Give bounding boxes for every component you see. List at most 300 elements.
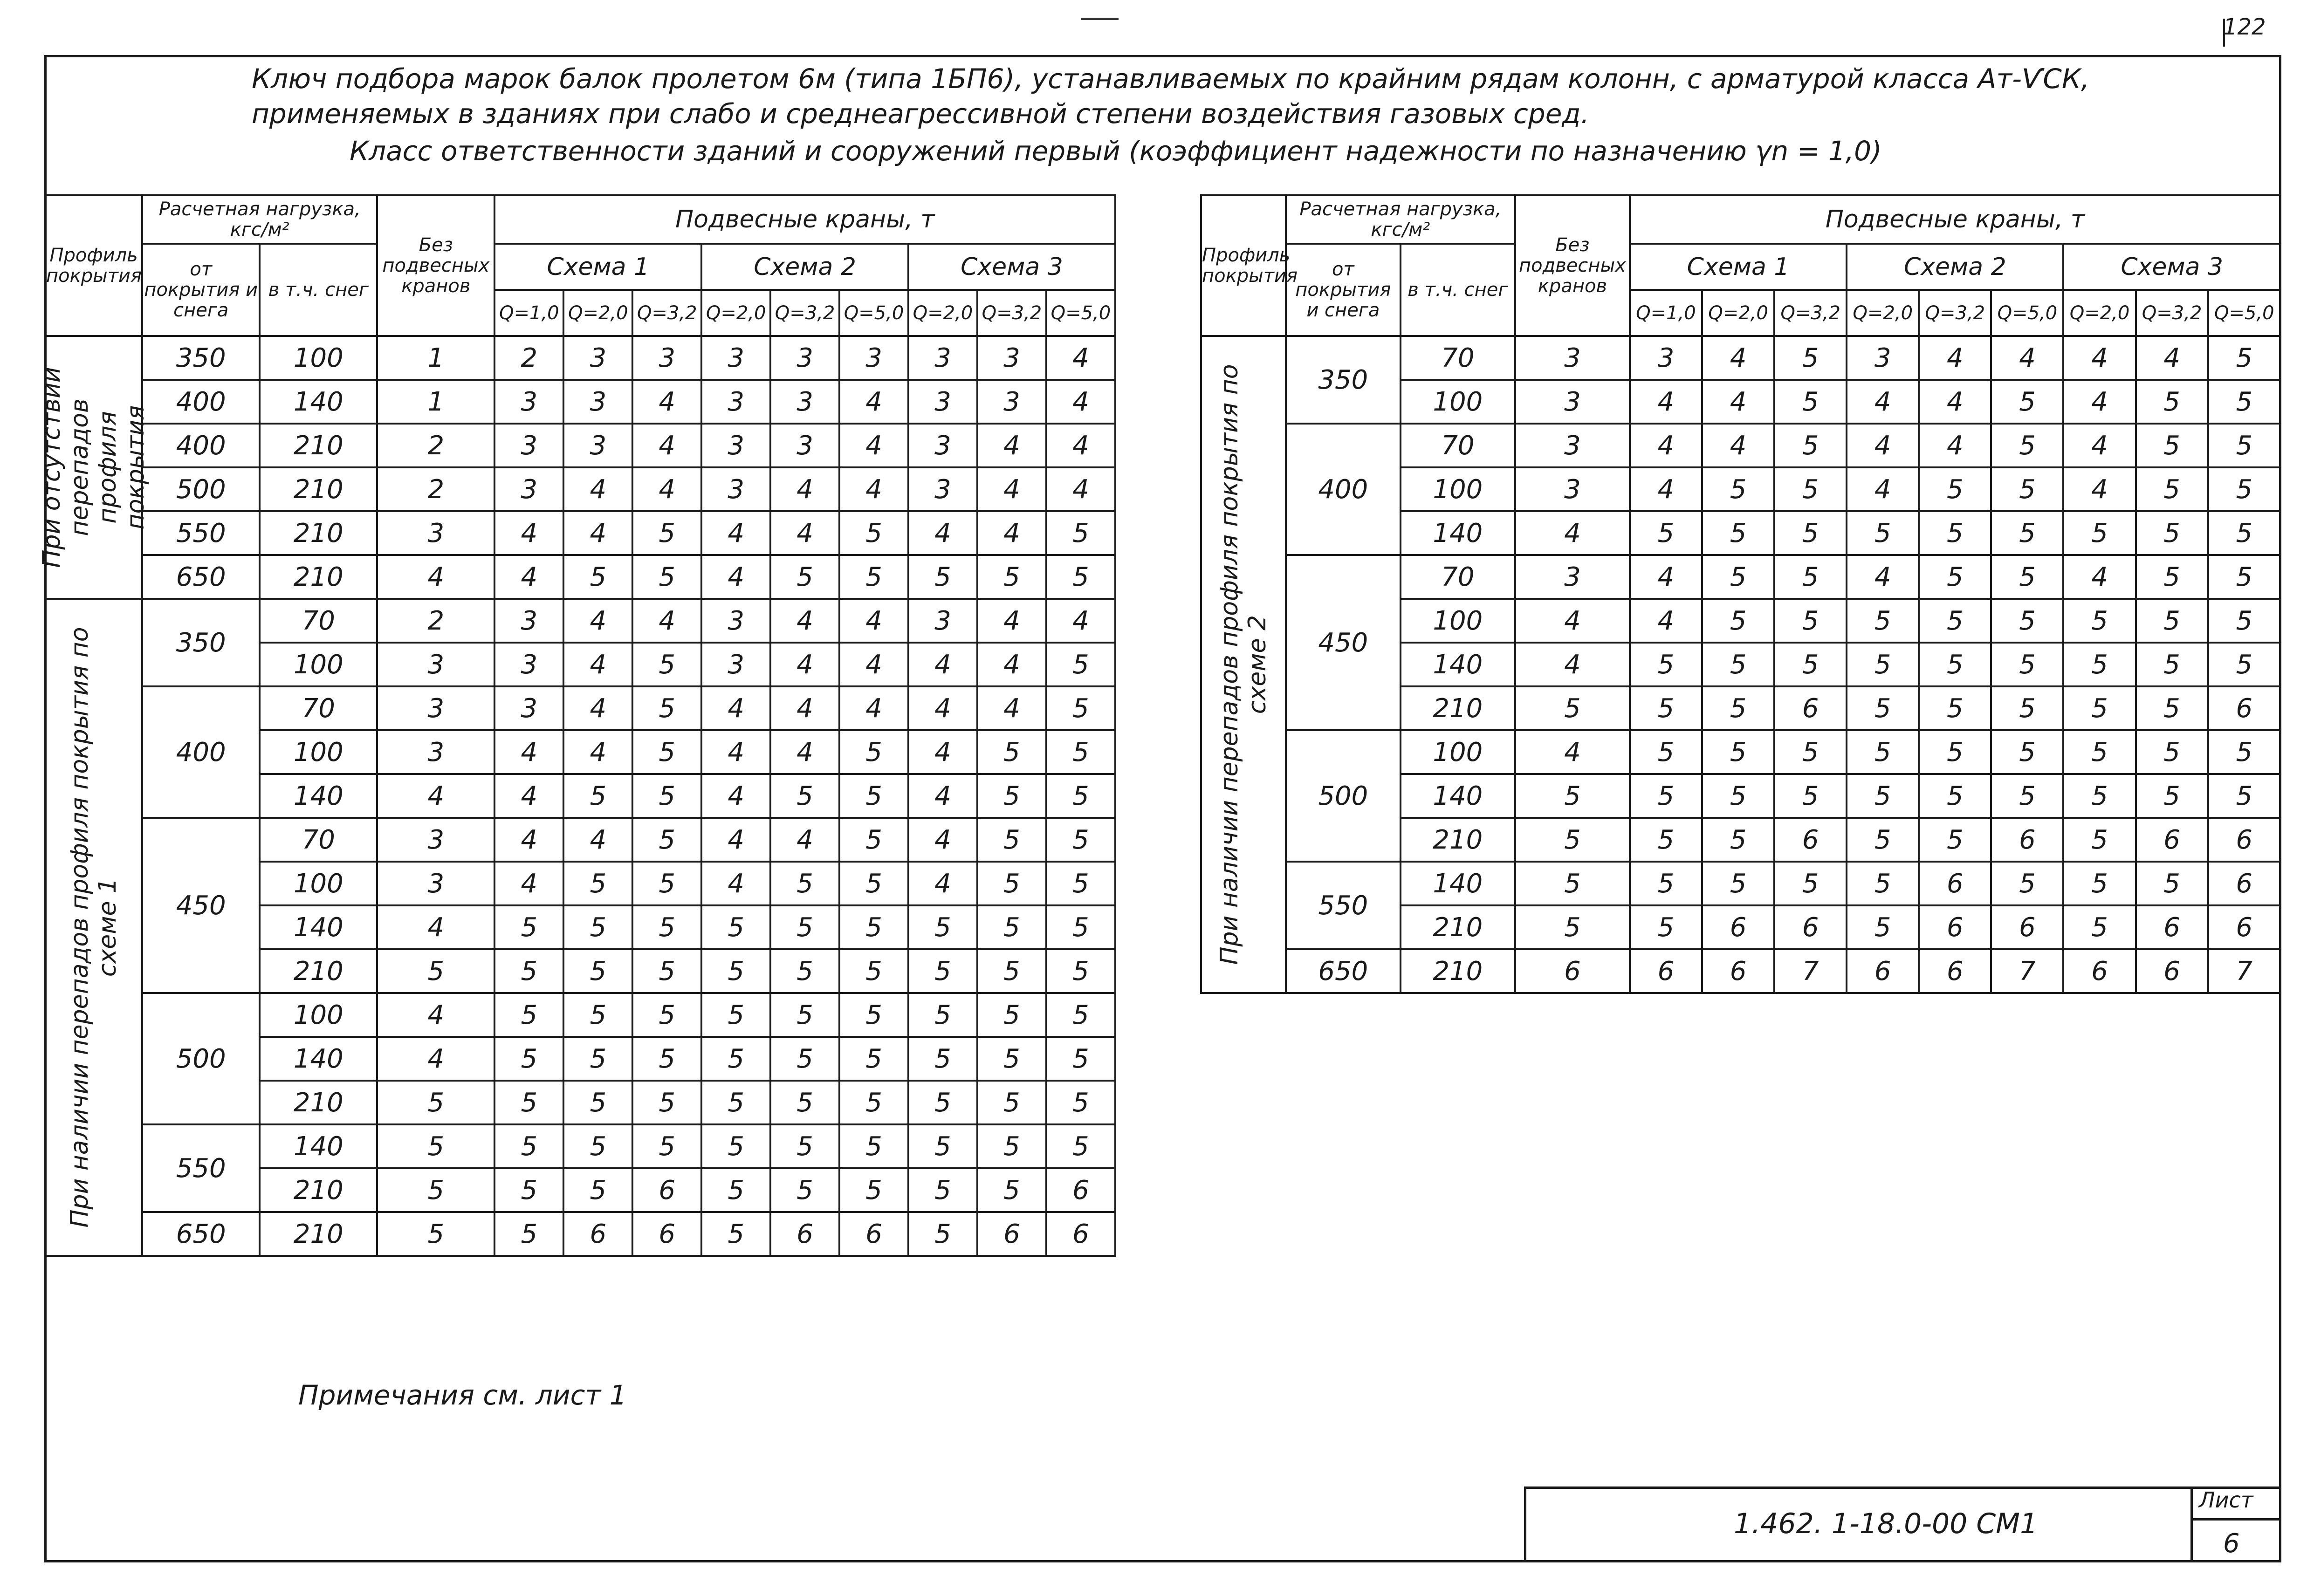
- crane-value: 5: [770, 555, 839, 599]
- no-cranes-value: 1: [377, 336, 494, 380]
- crane-value: 4: [1630, 599, 1702, 643]
- crane-value: 6: [1630, 949, 1702, 993]
- snow-value: 100: [260, 730, 377, 774]
- crane-value: 5: [1702, 862, 1774, 905]
- no-cranes-value: 3: [377, 862, 494, 905]
- crane-value: 3: [770, 380, 839, 424]
- crane-value: 5: [1919, 599, 1991, 643]
- crane-value: 5: [977, 1124, 1046, 1168]
- no-cranes-value: 4: [1515, 730, 1630, 774]
- crane-value: 5: [908, 993, 977, 1037]
- crane-value: 4: [839, 599, 908, 643]
- header-from-cover: от покрытия и снега: [142, 244, 260, 336]
- no-cranes-value: 5: [1515, 905, 1630, 949]
- crane-value: 4: [1991, 336, 2063, 380]
- crane-value: 3: [701, 467, 770, 511]
- header-q1-2: Q=3,2: [632, 290, 701, 336]
- no-cranes-value: 5: [1515, 774, 1630, 818]
- no-cranes-value: 1: [377, 380, 494, 424]
- load-value: 650: [142, 1212, 260, 1256]
- snow-value: 210: [260, 1081, 377, 1124]
- crane-value: 7: [2208, 949, 2280, 993]
- crane-value: 5: [839, 1081, 908, 1124]
- crane-value: 4: [563, 686, 632, 730]
- title-block-separator: [2190, 1486, 2193, 1562]
- crane-value: 5: [2136, 380, 2208, 424]
- crane-value: 4: [977, 599, 1046, 643]
- crane-value: 3: [908, 336, 977, 380]
- crane-value: 3: [1847, 336, 1919, 380]
- crane-value: 5: [1919, 686, 1991, 730]
- no-cranes-value: 5: [377, 1124, 494, 1168]
- crane-value: 4: [563, 467, 632, 511]
- header-q2-1: Q=3,2: [1919, 290, 1991, 336]
- no-cranes-value: 2: [377, 424, 494, 467]
- no-cranes-value: 5: [377, 1168, 494, 1212]
- no-cranes-value: 4: [377, 1037, 494, 1081]
- crane-value: 5: [563, 905, 632, 949]
- crane-value: 6: [1046, 1212, 1115, 1256]
- crane-value: 4: [701, 862, 770, 905]
- crane-value: 5: [1046, 949, 1115, 993]
- crane-value: 3: [908, 424, 977, 467]
- crane-value: 5: [1847, 774, 1919, 818]
- crane-value: 5: [2208, 555, 2280, 599]
- crane-value: 6: [1774, 905, 1847, 949]
- crane-value: 4: [1919, 380, 1991, 424]
- crane-value: 5: [1046, 511, 1115, 555]
- crane-value: 4: [1702, 336, 1774, 380]
- crane-value: 5: [494, 1081, 563, 1124]
- crane-value: 5: [494, 1124, 563, 1168]
- crane-value: 6: [2208, 686, 2280, 730]
- crane-value: 6: [563, 1212, 632, 1256]
- crane-value: 4: [908, 511, 977, 555]
- crane-value: 5: [1774, 467, 1847, 511]
- left-table: [38, 194, 1116, 1257]
- crane-value: 6: [1919, 905, 1991, 949]
- crane-value: 4: [1702, 424, 1774, 467]
- crane-value: 5: [1046, 686, 1115, 730]
- crane-value: 4: [632, 424, 701, 467]
- crane-value: 5: [1847, 730, 1919, 774]
- load-value: 350: [1286, 336, 1401, 424]
- crane-value: 3: [770, 424, 839, 467]
- no-cranes-value: 3: [377, 818, 494, 862]
- snow-value: 100: [260, 862, 377, 905]
- crane-value: 3: [494, 686, 563, 730]
- no-cranes-value: 4: [377, 555, 494, 599]
- crane-value: 5: [1774, 862, 1847, 905]
- crane-value: 5: [1630, 818, 1702, 862]
- crane-value: 5: [1774, 336, 1847, 380]
- crane-value: 4: [770, 818, 839, 862]
- crane-value: 5: [701, 949, 770, 993]
- crane-value: 5: [1991, 774, 2063, 818]
- crane-value: 5: [1774, 730, 1847, 774]
- crane-value: 5: [908, 949, 977, 993]
- crane-value: 5: [2136, 599, 2208, 643]
- crane-value: 3: [770, 336, 839, 380]
- crane-value: 4: [1046, 599, 1115, 643]
- crane-value: 5: [977, 993, 1046, 1037]
- crane-value: 5: [1991, 424, 2063, 467]
- crane-value: 5: [977, 949, 1046, 993]
- load-value: 500: [142, 467, 260, 511]
- load-value: 550: [142, 1124, 260, 1212]
- crane-value: 6: [1991, 905, 2063, 949]
- crane-value: 3: [632, 336, 701, 380]
- load-value: 400: [142, 686, 260, 818]
- crane-value: 4: [494, 818, 563, 862]
- crane-value: 5: [908, 905, 977, 949]
- crane-value: 5: [1847, 686, 1919, 730]
- crane-value: 4: [839, 686, 908, 730]
- crane-value: 6: [770, 1212, 839, 1256]
- crane-value: 5: [1774, 599, 1847, 643]
- snow-value: 210: [260, 1212, 377, 1256]
- crane-value: 4: [1630, 380, 1702, 424]
- crane-value: 5: [977, 862, 1046, 905]
- crane-value: 5: [839, 949, 908, 993]
- no-cranes-value: 4: [377, 905, 494, 949]
- crane-value: 5: [908, 555, 977, 599]
- table-row: [1201, 862, 2280, 905]
- crane-value: 3: [563, 380, 632, 424]
- snow-value: 210: [260, 1168, 377, 1212]
- crane-value: 5: [632, 686, 701, 730]
- crane-value: 4: [494, 555, 563, 599]
- load-value: 550: [142, 511, 260, 555]
- table-row: [45, 555, 1115, 599]
- crane-value: 5: [908, 1081, 977, 1124]
- crane-value: 5: [1847, 643, 1919, 686]
- crane-value: 5: [977, 730, 1046, 774]
- crane-value: 5: [2136, 774, 2208, 818]
- table-row: [1201, 730, 2280, 774]
- crane-value: 6: [1702, 905, 1774, 949]
- crane-value: 5: [494, 1212, 563, 1256]
- crane-value: 5: [839, 1037, 908, 1081]
- crane-value: 4: [770, 599, 839, 643]
- crane-value: 5: [977, 1081, 1046, 1124]
- header-q1-2: Q=3,2: [1774, 290, 1847, 336]
- crane-value: 5: [1991, 511, 2063, 555]
- crane-value: 5: [1046, 862, 1115, 905]
- crane-value: 4: [839, 467, 908, 511]
- crane-value: 5: [908, 1212, 977, 1256]
- crane-value: 5: [2208, 380, 2280, 424]
- no-cranes-value: 3: [1515, 380, 1630, 424]
- snow-value: 140: [1401, 643, 1515, 686]
- crane-value: 5: [701, 1081, 770, 1124]
- crane-value: 5: [2136, 555, 2208, 599]
- crane-value: 4: [977, 643, 1046, 686]
- crane-value: 4: [908, 862, 977, 905]
- no-cranes-value: 3: [377, 730, 494, 774]
- crane-value: 5: [1991, 686, 2063, 730]
- crane-value: 5: [2063, 818, 2135, 862]
- crane-value: 5: [1919, 467, 1991, 511]
- crane-value: 4: [701, 511, 770, 555]
- table-row: [45, 380, 1115, 424]
- crane-value: 4: [1847, 467, 1919, 511]
- snow-value: 210: [260, 511, 377, 555]
- crane-value: 5: [632, 993, 701, 1037]
- crane-value: 5: [2136, 511, 2208, 555]
- crane-value: 5: [1774, 774, 1847, 818]
- crane-value: 5: [1630, 905, 1702, 949]
- no-cranes-value: 3: [377, 686, 494, 730]
- header-load: Расчетная нагрузка, кгс/м²: [142, 195, 377, 244]
- crane-value: 5: [632, 949, 701, 993]
- crane-value: 5: [770, 949, 839, 993]
- crane-value: 5: [1991, 555, 2063, 599]
- group-label-scheme-2: [1201, 336, 1286, 993]
- crane-value: 4: [1046, 380, 1115, 424]
- crane-value: 4: [770, 686, 839, 730]
- crane-value: 6: [2063, 949, 2135, 993]
- header-q2-1: Q=3,2: [770, 290, 839, 336]
- no-cranes-value: 2: [377, 599, 494, 643]
- crane-value: 5: [2136, 686, 2208, 730]
- crane-value: 5: [2063, 599, 2135, 643]
- crane-value: 5: [770, 862, 839, 905]
- crane-value: 6: [1847, 949, 1919, 993]
- snow-value: 100: [260, 993, 377, 1037]
- crane-value: 4: [563, 643, 632, 686]
- table-row: [45, 1212, 1115, 1256]
- crane-value: 4: [494, 774, 563, 818]
- crane-value: 5: [1991, 643, 2063, 686]
- crane-value: 5: [2208, 511, 2280, 555]
- crane-value: 7: [1774, 949, 1847, 993]
- load-value: 650: [1286, 949, 1401, 993]
- crane-value: 5: [632, 1124, 701, 1168]
- crane-value: 3: [701, 380, 770, 424]
- crane-value: 5: [1046, 555, 1115, 599]
- crane-value: 4: [2063, 424, 2135, 467]
- crane-value: 6: [1919, 949, 1991, 993]
- snow-value: 70: [260, 818, 377, 862]
- crane-value: 2: [494, 336, 563, 380]
- crane-value: 4: [494, 730, 563, 774]
- crane-value: 3: [908, 380, 977, 424]
- crane-value: 6: [1774, 686, 1847, 730]
- crane-value: 4: [977, 467, 1046, 511]
- crane-value: 4: [2063, 336, 2135, 380]
- crane-value: 5: [977, 774, 1046, 818]
- no-cranes-value: 5: [377, 1081, 494, 1124]
- header-q2-2: Q=5,0: [1991, 290, 2063, 336]
- crane-value: 5: [1702, 818, 1774, 862]
- crane-value: 4: [977, 686, 1046, 730]
- crane-value: 3: [701, 424, 770, 467]
- crane-value: 5: [563, 555, 632, 599]
- crane-value: 5: [2136, 467, 2208, 511]
- no-cranes-value: 3: [1515, 467, 1630, 511]
- crane-value: 5: [839, 1124, 908, 1168]
- crane-value: 5: [563, 774, 632, 818]
- crane-value: 5: [2063, 643, 2135, 686]
- crane-value: 4: [1630, 555, 1702, 599]
- crane-value: 5: [494, 905, 563, 949]
- crane-value: 5: [908, 1124, 977, 1168]
- crane-value: 4: [770, 467, 839, 511]
- crane-value: 5: [1774, 643, 1847, 686]
- snow-value: 100: [1401, 730, 1515, 774]
- crane-value: 5: [770, 774, 839, 818]
- no-cranes-value: 3: [377, 511, 494, 555]
- crane-value: 5: [839, 905, 908, 949]
- crane-value: 4: [2136, 336, 2208, 380]
- right-table: [1200, 194, 2281, 994]
- load-value: 550: [1286, 862, 1401, 949]
- crane-value: 5: [1919, 555, 1991, 599]
- crane-value: 4: [1702, 380, 1774, 424]
- crane-value: 4: [1046, 467, 1115, 511]
- crane-value: 5: [2063, 686, 2135, 730]
- table-row: [45, 336, 1115, 380]
- crane-value: 6: [1991, 818, 2063, 862]
- no-cranes-value: 5: [1515, 818, 1630, 862]
- sheet-number: 6: [2223, 1528, 2240, 1559]
- crane-value: 4: [908, 686, 977, 730]
- document-code: 1.462. 1-18.0-00 СМ1: [1734, 1507, 2038, 1540]
- crane-value: 5: [2208, 424, 2280, 467]
- crane-value: 5: [1702, 686, 1774, 730]
- crane-value: 3: [977, 336, 1046, 380]
- crane-value: 5: [770, 1081, 839, 1124]
- crane-value: 4: [839, 424, 908, 467]
- snow-value: 100: [1401, 467, 1515, 511]
- load-value: 400: [1286, 424, 1401, 555]
- crane-value: 4: [839, 380, 908, 424]
- crane-value: 5: [632, 1081, 701, 1124]
- crane-value: 4: [1630, 424, 1702, 467]
- header-scheme-2: Схема 2: [1847, 244, 2063, 290]
- crane-value: 4: [2063, 380, 2135, 424]
- table-row: [1201, 949, 2280, 993]
- crane-value: 5: [494, 993, 563, 1037]
- crane-value: 4: [563, 818, 632, 862]
- crane-value: 5: [1046, 818, 1115, 862]
- snow-value: 70: [1401, 424, 1515, 467]
- crane-value: 3: [494, 599, 563, 643]
- crane-value: 6: [2136, 818, 2208, 862]
- header-load: Расчетная нагрузка, кгс/м²: [1286, 195, 1515, 244]
- crane-value: 5: [1991, 467, 2063, 511]
- header-no-cranes: Без подвесных кранов: [1515, 195, 1630, 336]
- crane-value: 5: [1774, 511, 1847, 555]
- snow-value: 210: [1401, 905, 1515, 949]
- crane-value: 5: [2208, 643, 2280, 686]
- snow-value: 140: [260, 1037, 377, 1081]
- crane-value: 5: [839, 511, 908, 555]
- crane-value: 5: [770, 993, 839, 1037]
- snow-value: 140: [260, 380, 377, 424]
- crane-value: 5: [1919, 511, 1991, 555]
- header-cranes: Подвесные краны, т: [1630, 195, 2280, 244]
- crane-value: 6: [1702, 949, 1774, 993]
- crane-value: 5: [563, 949, 632, 993]
- top-dash: [1081, 18, 1119, 20]
- crane-value: 4: [770, 511, 839, 555]
- crane-value: 5: [2208, 599, 2280, 643]
- crane-value: 5: [494, 949, 563, 993]
- crane-value: 7: [1991, 949, 2063, 993]
- crane-value: 5: [563, 1124, 632, 1168]
- crane-value: 5: [1702, 730, 1774, 774]
- header-q1-1: Q=2,0: [1702, 290, 1774, 336]
- crane-value: 4: [632, 380, 701, 424]
- table-row: [45, 1124, 1115, 1168]
- crane-value: 4: [632, 467, 701, 511]
- no-cranes-value: 3: [1515, 555, 1630, 599]
- crane-value: 5: [701, 905, 770, 949]
- crane-value: 5: [2063, 862, 2135, 905]
- header-snow: в т.ч. снег: [260, 244, 377, 336]
- crane-value: 5: [563, 1037, 632, 1081]
- header-q3-1: Q=3,2: [2136, 290, 2208, 336]
- crane-value: 5: [1046, 1037, 1115, 1081]
- header-q2-0: Q=2,0: [701, 290, 770, 336]
- no-cranes-value: 4: [1515, 643, 1630, 686]
- crane-value: 6: [632, 1168, 701, 1212]
- crane-value: 3: [908, 467, 977, 511]
- crane-value: 5: [1630, 643, 1702, 686]
- no-cranes-value: 5: [377, 949, 494, 993]
- no-cranes-value: 5: [1515, 862, 1630, 905]
- table-row: [45, 467, 1115, 511]
- crane-value: 4: [701, 555, 770, 599]
- table-row: [45, 686, 1115, 730]
- crane-value: 5: [632, 774, 701, 818]
- header-q3-1: Q=3,2: [977, 290, 1046, 336]
- group-label-scheme-1-text: При наличии перепадов профиля покрытия по схеме 1: [66, 627, 122, 1228]
- table-row: [45, 818, 1115, 862]
- crane-value: 5: [1630, 686, 1702, 730]
- crane-value: 5: [632, 818, 701, 862]
- crane-value: 5: [1702, 467, 1774, 511]
- header-q1-0: Q=1,0: [1630, 290, 1702, 336]
- crane-value: 4: [1919, 336, 1991, 380]
- header-from-cover: от покрытия и снега: [1286, 244, 1401, 336]
- crane-value: 5: [1630, 511, 1702, 555]
- load-value: 400: [142, 424, 260, 467]
- title-block-divider: [2190, 1518, 2281, 1521]
- crane-value: 4: [908, 643, 977, 686]
- page-number: 122: [2223, 14, 2266, 40]
- no-cranes-value: 5: [1515, 686, 1630, 730]
- sheet-label: Лист: [2199, 1487, 2253, 1513]
- load-value: 350: [142, 599, 260, 686]
- crane-value: 5: [1919, 774, 1991, 818]
- crane-value: 4: [1847, 555, 1919, 599]
- load-value: 650: [142, 555, 260, 599]
- crane-value: 4: [1847, 424, 1919, 467]
- header-q3-2: Q=5,0: [1046, 290, 1115, 336]
- crane-value: 5: [701, 993, 770, 1037]
- crane-value: 5: [1991, 599, 2063, 643]
- no-cranes-value: 2: [377, 467, 494, 511]
- crane-value: 5: [1774, 380, 1847, 424]
- crane-value: 6: [1919, 862, 1991, 905]
- crane-value: 5: [770, 905, 839, 949]
- crane-value: 5: [1847, 905, 1919, 949]
- header-q3-2: Q=5,0: [2208, 290, 2280, 336]
- no-cranes-value: 4: [1515, 511, 1630, 555]
